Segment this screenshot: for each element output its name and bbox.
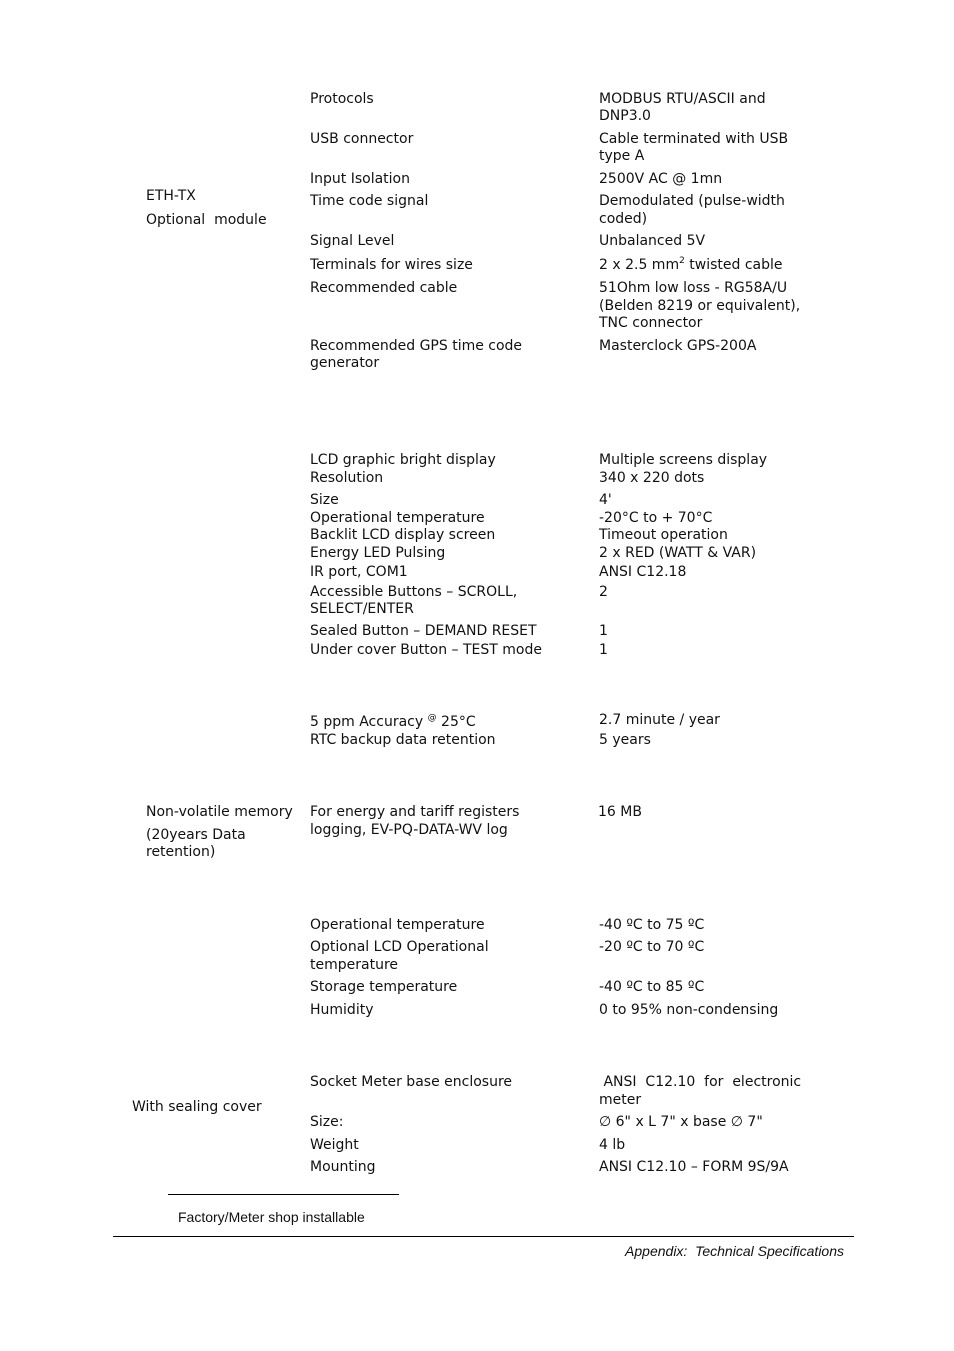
spec-key: Under cover Button – TEST mode xyxy=(310,642,542,658)
label-non-volatile-memory: Non-volatile memory xyxy=(146,804,293,820)
spec-value: Cable terminated with USB xyxy=(599,131,789,147)
spec-key: Recommended cable xyxy=(310,280,458,296)
spec-key: generator xyxy=(310,355,380,371)
label-eth-tx: ETH-TX xyxy=(146,188,196,204)
spec-value: 4 lb xyxy=(599,1137,626,1153)
spec-value: Timeout operation xyxy=(599,527,728,543)
spec-value: Demodulated (pulse-width xyxy=(599,193,785,209)
spec-value: ANSI C12.18 xyxy=(599,564,687,580)
spec-key: RTC backup data retention xyxy=(310,732,496,748)
spec-value: 2 x RED (WATT & VAR) xyxy=(599,545,757,561)
spec-key: Size xyxy=(310,492,339,508)
spec-key: Operational temperature xyxy=(310,917,485,933)
spec-value: 0 to 95% non-condensing xyxy=(599,1002,779,1018)
footnote-text: Factory/Meter shop installable xyxy=(178,1209,365,1225)
spec-key xyxy=(310,714,476,731)
spec-key: Backlit LCD display screen xyxy=(310,527,496,543)
spec-value: ∅ 6" x L 7" x base ∅ 7" xyxy=(599,1114,763,1130)
spec-key: Sealed Button – DEMAND RESET xyxy=(310,623,537,639)
spec-key: USB connector xyxy=(310,131,414,147)
spec-key: LCD graphic bright display xyxy=(310,452,496,468)
spec-value xyxy=(599,257,783,274)
spec-key: Optional LCD Operational xyxy=(310,939,489,955)
label-with-sealing-cover: With sealing cover xyxy=(132,1099,262,1115)
spec-value: 2500V AC @ 1mn xyxy=(599,171,723,187)
key-part: 25°C xyxy=(436,714,476,730)
spec-key: Mounting xyxy=(310,1159,376,1175)
spec-value: Unbalanced 5V xyxy=(599,233,706,249)
spec-key: Protocols xyxy=(310,91,374,107)
spec-key: Accessible Buttons – SCROLL, xyxy=(310,584,518,600)
value-part: twisted cable xyxy=(684,257,783,273)
spec-key: Weight xyxy=(310,1137,359,1153)
spec-value: 340 x 220 dots xyxy=(599,470,705,486)
value-part: 2 x 2.5 mm xyxy=(599,257,680,273)
spec-key: Operational temperature xyxy=(310,510,485,526)
spec-value: 2.7 minute / year xyxy=(599,712,720,728)
spec-key: SELECT/ENTER xyxy=(310,601,414,617)
spec-value: 16 MB xyxy=(598,804,642,820)
spec-key: temperature xyxy=(310,957,398,973)
spec-value: type A xyxy=(599,148,645,164)
spec-key: Recommended GPS time code xyxy=(310,338,523,354)
spec-key: Humidity xyxy=(310,1002,374,1018)
footnote-divider xyxy=(168,1194,399,1195)
spec-value: ANSI C12.10 – FORM 9S/9A xyxy=(599,1159,789,1175)
superscript: 2 xyxy=(679,256,685,266)
label-retention: (20years Data xyxy=(146,827,246,843)
spec-value: -20°C to + 70°C xyxy=(599,510,713,526)
spec-key: Size: xyxy=(310,1114,344,1130)
spec-key: logging, EV-PQ-DATA-WV log xyxy=(310,822,508,838)
superscript: @ xyxy=(427,713,437,723)
spec-value: 51Ohm low loss - RG58A/U xyxy=(599,280,788,296)
key-part: 5 ppm Accuracy xyxy=(310,714,428,730)
spec-value: -20 ºC to 70 ºC xyxy=(599,939,705,955)
spec-value: Multiple screens display xyxy=(599,452,768,468)
spec-key: IR port, COM1 xyxy=(310,564,408,580)
spec-value: -40 ºC to 85 ºC xyxy=(599,979,705,995)
spec-key: Time code signal xyxy=(310,193,429,209)
spec-key: Terminals for wires size xyxy=(310,257,473,273)
spec-key: Storage temperature xyxy=(310,979,458,995)
spec-value: -40 ºC to 75 ºC xyxy=(599,917,705,933)
label-optional-module: Optional module xyxy=(146,212,267,228)
spec-key: For energy and tariff registers xyxy=(310,804,520,820)
spec-value: (Belden 8219 or equivalent), xyxy=(599,298,801,314)
spec-value: ANSI C12.10 for electronic xyxy=(599,1074,802,1090)
spec-key: Signal Level xyxy=(310,233,395,249)
spec-value: MODBUS RTU/ASCII and xyxy=(599,91,766,107)
spec-value: 5 years xyxy=(599,732,651,748)
spec-value: coded) xyxy=(599,211,648,227)
spec-key: Socket Meter base enclosure xyxy=(310,1074,513,1090)
spec-key: Resolution xyxy=(310,470,384,486)
footer-text: Appendix: Technical Specifications xyxy=(625,1243,844,1259)
spec-value: meter xyxy=(599,1092,642,1108)
label-retention: retention) xyxy=(146,844,216,860)
spec-key: Energy LED Pulsing xyxy=(310,545,446,561)
spec-value: 2 xyxy=(599,584,608,600)
spec-value: DNP3.0 xyxy=(599,108,651,124)
spec-value: TNC connector xyxy=(599,315,703,331)
footer-divider xyxy=(113,1236,854,1237)
spec-key: Input Isolation xyxy=(310,171,410,187)
spec-value: 1 xyxy=(599,642,608,658)
spec-value: Masterclock GPS-200A xyxy=(599,338,757,354)
spec-value: 1 xyxy=(599,623,608,639)
spec-value: 4' xyxy=(599,492,612,508)
